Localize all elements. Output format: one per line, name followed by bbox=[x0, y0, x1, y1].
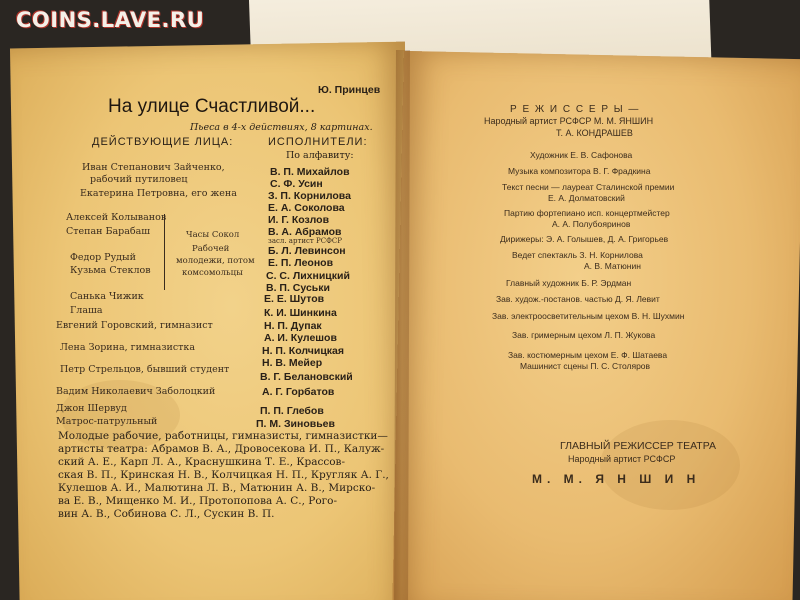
paper-stain bbox=[600, 420, 740, 510]
role-name: рабочий путиловец bbox=[90, 174, 188, 185]
credit-line: Партию фортепиано исп. концертмейстер bbox=[504, 208, 670, 218]
ensemble-line: ва Е. В., Мищенко М. И., Протопопова А. С., Рого- bbox=[58, 495, 338, 507]
actor-name: Б. Л. Левинсон bbox=[268, 245, 346, 257]
actor-name: В. Г. Белановский bbox=[260, 371, 353, 383]
role-name: Федор Рудый bbox=[70, 252, 136, 263]
actor-name: В. П. Михайлов bbox=[270, 166, 350, 178]
credit-line: Музыка композитора В. Г. Фрадкина bbox=[508, 166, 651, 176]
role-name: Екатерина Петровна, его жена bbox=[80, 188, 237, 199]
ensemble-line: Кулешов А. И., Малютина Л. В., Матюнин А. В., Мирско- bbox=[58, 482, 376, 494]
credit-line: Зав. костюмерным цехом Е. Ф. Шатаева bbox=[508, 350, 668, 360]
group-note: Рабочей bbox=[192, 244, 230, 254]
actor-name: С. Ф. Усин bbox=[270, 178, 323, 190]
ensemble-line: артисты театра: Абрамов В. А., Дровосекова И. П., Калуж- bbox=[58, 443, 385, 455]
credit-line: Зав. гримерным цехом Л. П. Жукова bbox=[512, 330, 656, 340]
credit-line: Зав. электроосветительным цехом В. Н. Шухмин bbox=[492, 311, 685, 321]
actor-name: В. П. Суськи bbox=[266, 282, 330, 294]
ensemble-line: ская В. П., Кринская Н. В., Колчицкая Н. П., Кругляк А. Г., bbox=[58, 469, 389, 481]
actor-name: Е. П. Леонов bbox=[268, 257, 334, 269]
actor-name: П. П. Глебов bbox=[260, 405, 324, 417]
actor-name: Н. П. Дупак bbox=[264, 320, 322, 332]
author-name: Ю. Принцев bbox=[318, 84, 381, 96]
group-bracket bbox=[164, 214, 165, 290]
play-subtitle: Пьеса в 4-х действиях, 8 картинах. bbox=[190, 122, 373, 133]
group-note: комсомольцы bbox=[182, 268, 243, 278]
play-title: На улице Счастливой... bbox=[108, 96, 316, 117]
ensemble-line: ский А. Е., Карп Л. А., Краснушкина Т. Е., Крассов- bbox=[58, 456, 346, 468]
role-name: Кузьма Стеклов bbox=[70, 265, 151, 276]
credit-line: Е. А. Долматовский bbox=[548, 193, 625, 203]
actor-honorific: засл. артист РСФСР bbox=[268, 237, 342, 245]
actor-name: Е. Е. Шутов bbox=[264, 293, 325, 305]
credit-line: Машинист сцены П. С. Столяров bbox=[520, 361, 651, 371]
actor-name: А. Г. Горбатов bbox=[262, 386, 335, 398]
credit-line: А. А. Полубояринов bbox=[552, 219, 631, 229]
main-director-heading: ГЛАВНЫЙ РЕЖИССЕР ТЕАТРА bbox=[560, 440, 716, 452]
directors-heading: Р Е Ж И С С Е Р Ы — bbox=[510, 104, 640, 115]
role-name: Вадим Николаевич Заболоцкий bbox=[56, 386, 216, 397]
roles-header: ДЕЙСТВУЮЩИЕ ЛИЦА: bbox=[92, 136, 234, 148]
role-name: Матрос-патрульный bbox=[56, 416, 158, 427]
credit-line: А. В. Матюнин bbox=[584, 261, 641, 271]
group-note: Часы Сокол bbox=[186, 230, 240, 240]
directors-line: Т. А. КОНДРАШЕВ bbox=[556, 128, 633, 138]
actor-name: К. И. Шинкина bbox=[264, 307, 337, 319]
credit-line: Художник Е. В. Сафонова bbox=[530, 150, 633, 160]
role-name: Петр Стрельцов, бывший студент bbox=[60, 364, 230, 375]
cast-subheader: По алфавиту: bbox=[286, 150, 354, 161]
actor-name: Е. А. Соколова bbox=[268, 202, 345, 214]
ensemble-line: Молодые рабочие, работницы, гимназисты, гимназистки— bbox=[58, 430, 388, 442]
directors-line: Народный артист РСФСР М. М. ЯНШИН bbox=[484, 116, 654, 126]
role-name: Евгений Горовский, гимназист bbox=[56, 320, 213, 331]
actor-name: П. М. Зиновьев bbox=[256, 418, 335, 430]
role-name: Иван Степанович Зайченко, bbox=[82, 162, 225, 173]
actor-name: С. С. Лихницкий bbox=[266, 270, 350, 282]
actor-name: З. П. Корнилова bbox=[268, 190, 351, 202]
main-director-name: М. М. Я Н Ш И Н bbox=[532, 472, 701, 486]
credit-line: Дирижеры: Э. А. Голышев, Д. А. Григорьев bbox=[500, 234, 669, 244]
credit-line: Зав. худож.-постанов. частью Д. Я. Левит bbox=[496, 294, 660, 304]
role-name: Лена Зорина, гимназистка bbox=[60, 342, 196, 353]
actor-name: Н. В. Мейер bbox=[262, 357, 323, 369]
role-name: Джон Шервуд bbox=[56, 403, 127, 414]
credit-line: Ведет спектакль З. Н. Корнилова bbox=[512, 250, 643, 260]
ensemble-line: вин А. В., Собинова С. Л., Сускин В. П. bbox=[58, 508, 275, 520]
book-spine bbox=[394, 50, 410, 600]
role-name: Глаша bbox=[70, 305, 103, 316]
group-note: молодежи, потом bbox=[176, 256, 255, 266]
site-watermark: COINS.LAVE.RU bbox=[16, 8, 205, 32]
main-director-sub: Народный артист РСФСР bbox=[568, 454, 676, 464]
credit-line: Текст песни — лауреат Сталинской премии bbox=[502, 182, 675, 192]
actor-name: В. А. Абрамов bbox=[268, 226, 342, 238]
credit-line: Главный художник Б. Р. Эрдман bbox=[506, 278, 632, 288]
actor-name: Н. П. Колчицкая bbox=[262, 345, 344, 357]
role-name: Алексей Колыванов bbox=[66, 212, 167, 223]
role-name: Степан Барабаш bbox=[66, 226, 151, 237]
cast-header: ИСПОЛНИТЕЛИ: bbox=[268, 136, 368, 148]
actor-name: И. Г. Козлов bbox=[268, 214, 330, 226]
role-name: Санька Чижик bbox=[70, 291, 144, 302]
actor-name: А. И. Кулешов bbox=[264, 332, 337, 344]
